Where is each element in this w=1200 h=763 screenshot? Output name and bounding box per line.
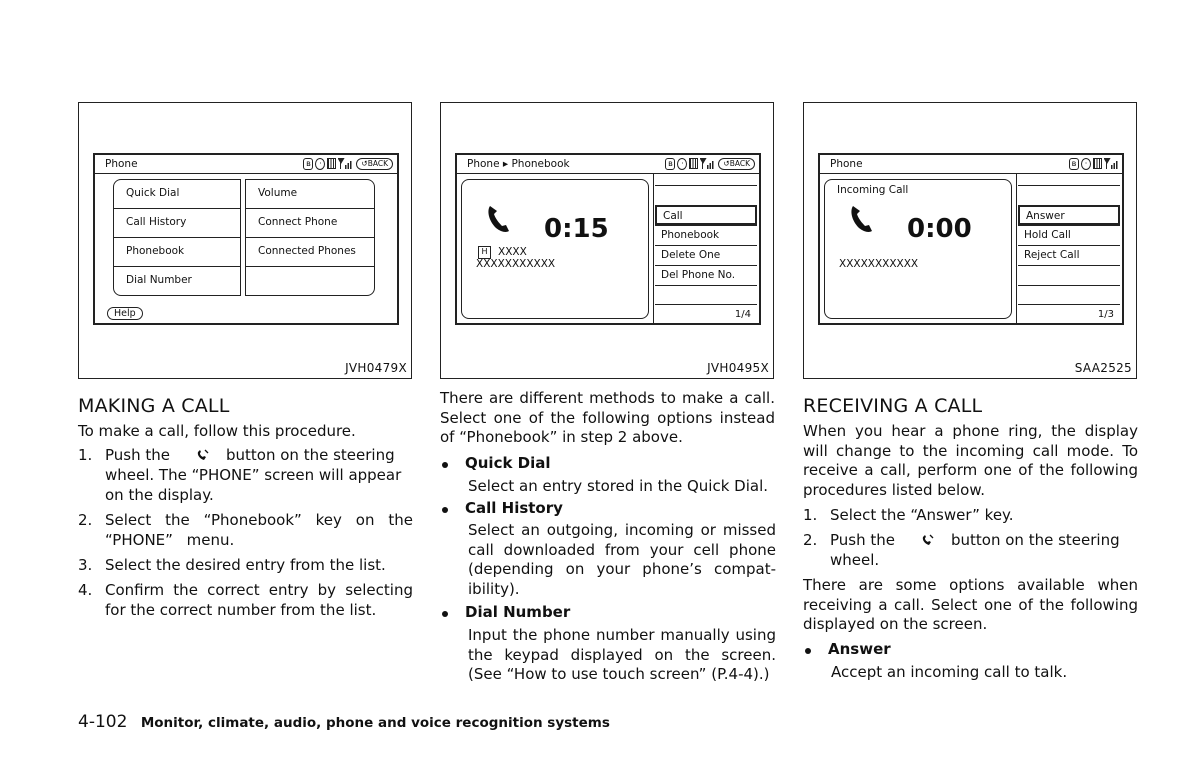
bullet-dot	[442, 507, 448, 513]
phone-menu-screen	[93, 153, 399, 325]
page-indicator: 1/3	[1097, 309, 1114, 320]
clock-icon: ·	[677, 158, 687, 170]
list-item-empty	[655, 185, 757, 205]
receiving-call-heading: RECEIVING A CALL	[803, 395, 983, 417]
bullet-title: Answer	[828, 640, 891, 658]
signal-icon	[1104, 158, 1118, 169]
connect-phone-button[interactable]: Connect Phone	[245, 208, 375, 238]
page-number: 4-102	[78, 712, 128, 732]
step-number: 2.	[78, 511, 93, 529]
bullet-text: Select an entry stored in the Quick Dial.	[468, 477, 769, 495]
bullet-text: Input the phone number manually using the keypad displayed on the screen. (See “How to use touch screen” (P.4-4).)	[468, 626, 776, 684]
screen-header	[95, 155, 397, 174]
page-indicator: 1/4	[734, 309, 751, 320]
figure-incoming-call	[803, 102, 1137, 379]
methods-intro: There are different methods to make a call. Select one of the following options instead of “Phonebook” in step 2 above.	[440, 389, 775, 447]
status-bar	[303, 156, 393, 171]
back-button[interactable]: ↺BACK	[718, 158, 755, 170]
figure-code: SAA2525	[1074, 361, 1132, 375]
list-item-empty	[1018, 265, 1120, 285]
call-info-panel	[824, 179, 1012, 319]
figure-code: JVH0479X	[345, 361, 407, 375]
call-option[interactable]: Call	[655, 205, 757, 225]
screen-title: Phone ▸ Phonebook	[467, 158, 570, 170]
signal-icon	[338, 158, 352, 169]
incoming-call-screen	[818, 153, 1124, 325]
call-history-button[interactable]: Call History	[113, 208, 241, 238]
phonebook-option[interactable]: Phonebook	[655, 225, 757, 245]
step-text: Push the	[105, 446, 170, 464]
step-text: button on the steering	[226, 446, 395, 464]
volume-button[interactable]: Volume	[245, 179, 375, 209]
options-intro: There are some options available when receiving a call. Select one of the following displayed on the screen.	[803, 576, 1138, 634]
contact-number: XXXXXXXXXXX	[839, 258, 919, 270]
bullet-title: Call History	[465, 499, 563, 517]
list-item-empty	[1018, 185, 1120, 205]
step-number: 1.	[803, 506, 818, 524]
figure-code: JVH0495X	[707, 361, 769, 375]
phone-button-icon	[196, 449, 210, 462]
section-title: Monitor, climate, audio, phone and voice recognition systems	[140, 715, 610, 731]
step-number: 4.	[78, 581, 93, 599]
step-number: 2.	[803, 531, 818, 549]
bullet-dot	[442, 462, 448, 468]
bullet-title: Dial Number	[465, 603, 571, 621]
bullet-dot	[805, 648, 811, 654]
clock-icon: ·	[315, 158, 325, 170]
status-bar	[665, 156, 755, 171]
call-timer: 0:00	[907, 214, 972, 244]
list-item-empty	[655, 285, 757, 305]
bullet-text: Accept an incoming call to talk.	[831, 663, 1068, 681]
step-text: Confirm the correct entry by selecting for the correct number from the list.	[105, 581, 413, 619]
bluetooth-icon: ʙ	[665, 158, 675, 170]
step-text: button on the steering	[951, 531, 1120, 549]
screen-header	[457, 155, 759, 174]
phonebook-screen	[455, 153, 761, 325]
step-text: wheel. The “PHONE” screen will appear on the display.	[105, 466, 402, 504]
empty-menu-button	[245, 266, 375, 296]
del-phone-no-option[interactable]: Del Phone No.	[655, 265, 757, 285]
step-text: Select the “Phonebook” key on the “PHONE” menu.	[105, 511, 413, 549]
contact-name: XXXX	[498, 246, 527, 258]
making-call-heading: MAKING A CALL	[78, 395, 230, 417]
status-bar	[1069, 156, 1118, 171]
delete-one-option[interactable]: Delete One	[655, 245, 757, 265]
phonebook-button[interactable]: Phonebook	[113, 237, 241, 267]
option-list	[1018, 179, 1120, 299]
handset-icon	[849, 204, 875, 234]
clock-icon: ·	[1081, 158, 1091, 170]
phone-button-icon	[921, 534, 935, 547]
reject-call-option[interactable]: Reject Call	[1018, 245, 1120, 265]
help-button[interactable]: Help	[107, 307, 143, 320]
quick-dial-button[interactable]: Quick Dial	[113, 179, 241, 209]
page-footer	[78, 712, 610, 732]
hold-call-option[interactable]: Hold Call	[1018, 225, 1120, 245]
back-button[interactable]: ↺BACK	[356, 158, 393, 170]
screen-header	[820, 155, 1122, 174]
receiving-call-intro: When you hear a phone ring, the display will change to the incoming call mode. To receive a call, perform one of the following procedures listed below.	[803, 422, 1138, 499]
contact-number: XXXXXXXXXXX	[476, 258, 556, 270]
incoming-call-label: Incoming Call	[837, 184, 909, 196]
step-text: Select the “Answer” key.	[830, 506, 1014, 524]
bullet-title: Quick Dial	[465, 454, 551, 472]
dial-number-button[interactable]: Dial Number	[113, 266, 241, 296]
screen-title: Phone	[105, 158, 138, 170]
bluetooth-icon: ʙ	[1069, 158, 1079, 170]
figure-phonebook-call	[440, 102, 774, 379]
option-list	[655, 179, 757, 299]
contact-icon: H	[478, 246, 491, 259]
screen-title: Phone	[830, 158, 863, 170]
call-timer: 0:15	[544, 214, 609, 244]
answer-option[interactable]: Answer	[1018, 205, 1120, 225]
battery-icon	[327, 158, 336, 169]
call-info-panel	[461, 179, 649, 319]
signal-icon	[700, 158, 714, 169]
step-number: 3.	[78, 556, 93, 574]
step-number: 1.	[78, 446, 93, 464]
divider	[1016, 173, 1017, 323]
bluetooth-icon: ʙ	[303, 158, 313, 170]
list-item-empty	[1018, 285, 1120, 305]
step-text: Select the desired entry from the list.	[105, 556, 386, 574]
battery-icon	[689, 158, 698, 169]
step-text: Push the	[830, 531, 895, 549]
handset-icon	[486, 204, 512, 234]
bullet-dot	[442, 611, 448, 617]
step-text: wheel.	[830, 551, 880, 569]
connected-phones-button[interactable]: Connected Phones	[245, 237, 375, 267]
battery-icon	[1093, 158, 1102, 169]
divider	[653, 173, 654, 323]
bullet-text: Select an outgoing, incoming or missed call downloaded from your cell phone (depending on your phone’s compat-ibility).	[468, 521, 776, 598]
making-call-intro: To make a call, follow this procedure.	[78, 422, 356, 440]
figure-phone-menu	[78, 102, 412, 379]
